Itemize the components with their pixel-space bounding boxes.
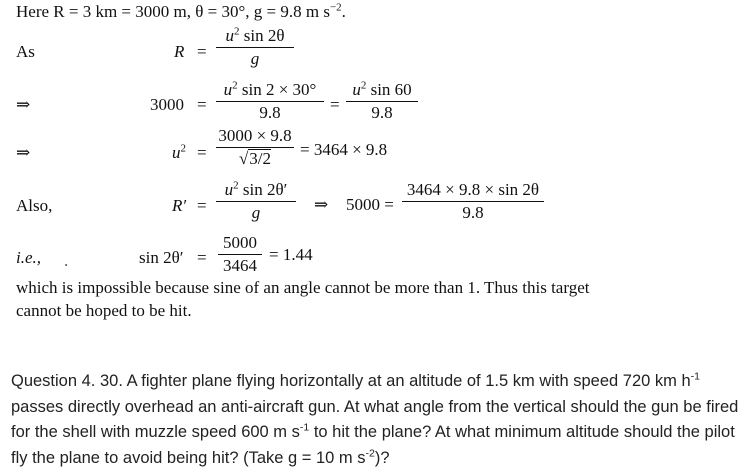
equals-sign: = bbox=[330, 95, 340, 114]
equals-sign: = bbox=[197, 196, 207, 215]
implies-symbol: ⇒ bbox=[16, 143, 31, 162]
conclusion-line-1: which is impossible because sine of an angle cannot be more than 1. Thus this target bbox=[16, 278, 590, 297]
label-as: As bbox=[16, 42, 35, 61]
label-ie: i.e., bbox=[16, 248, 42, 267]
lhs-3000: 3000 bbox=[150, 95, 184, 114]
equals-sign: = bbox=[197, 42, 207, 61]
fraction-range-prime: $u^2$ sin 2θ′ g bbox=[216, 180, 296, 223]
fraction-range-formula: $u^2$ sin 2θ g bbox=[216, 26, 294, 69]
fraction-sin-60-deg: $u^2$ sin 2 × 30° 9.8 bbox=[216, 80, 324, 123]
lhs-range: R bbox=[174, 42, 185, 61]
fraction-5000-3464: 5000 3464 bbox=[218, 233, 262, 276]
result-1-44: = 1.44 bbox=[269, 245, 313, 264]
given-values: Here R = 3 km = 3000 m, θ = 30°, g = 9.8 m $s^{-2}$. bbox=[16, 1, 346, 21]
question-4-30: Question 4. 30. A fighter plane flying horizontally at an altitude of 1.5 km with speed 720 km $h^{-1}$ passes directly overhead an anti-aircraft gun. At what angle from the vertical should the gun be fired for the shell with muzzle speed 600 m $s^{-1}$ to hit the plane? At what minimum altitude should the pilot fly the plane to avoid being hit? (Take g = 10 m $s^{-2}$)? bbox=[11, 370, 739, 467]
result-3464: = 3464 × 9.8 bbox=[300, 140, 388, 159]
label-also: Also, bbox=[16, 196, 53, 215]
stray-dot: . bbox=[64, 251, 69, 270]
lhs-range-prime: R′ bbox=[172, 196, 187, 215]
implies-symbol: ⇒ bbox=[314, 195, 329, 214]
equals-sign: = bbox=[197, 95, 207, 114]
lhs-5000: 5000 = bbox=[346, 195, 394, 214]
equals-sign: = bbox=[197, 248, 207, 267]
implies-symbol: ⇒ bbox=[16, 95, 31, 114]
conclusion-line-2: cannot be hoped to be hit. bbox=[16, 301, 192, 320]
fraction-u-squared: 3000 × 9.8 √3/2 bbox=[216, 126, 294, 169]
sqrt-symbol: √ bbox=[238, 149, 249, 168]
lhs-sin-2theta-prime: sin 2θ′ bbox=[139, 248, 184, 267]
lhs-u-squared: $u^2$ bbox=[172, 142, 186, 162]
equals-sign: = bbox=[197, 143, 207, 162]
fraction-sin-60: $u^2$ sin 60 9.8 bbox=[346, 80, 418, 123]
fraction-5000: 3464 × 9.8 × sin 2θ 9.8 bbox=[402, 180, 544, 223]
